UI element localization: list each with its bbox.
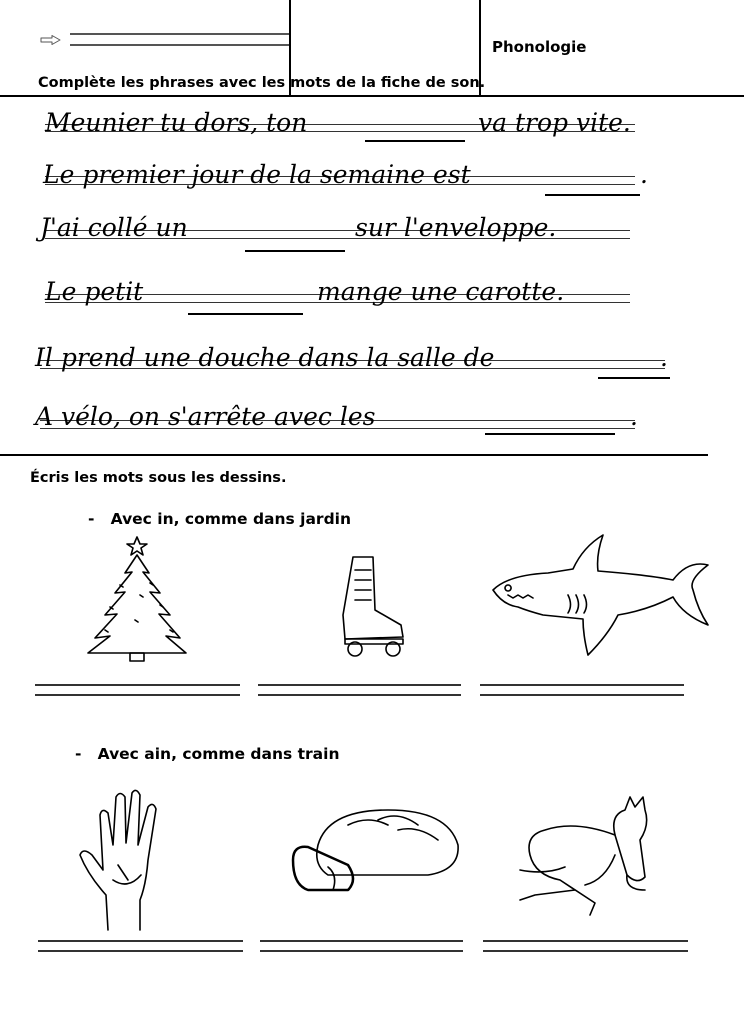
answer-blank[interactable] [188, 313, 303, 315]
hand-picture [78, 785, 173, 935]
group-in-label: - Avec in, comme dans jardin [88, 510, 352, 528]
sentence-text: sur l'enveloppe. [355, 213, 557, 242]
sentence-text: A vélo, on s'arrête avec les [35, 402, 376, 431]
outline-arrow-right-icon [40, 35, 62, 45]
sentence-text: . [660, 343, 668, 372]
sentence-text: Il prend une douche dans la salle de [35, 343, 495, 372]
name-line[interactable] [70, 44, 289, 46]
sentence-text: Le premier jour de la semaine est [43, 160, 471, 189]
section-divider [0, 454, 708, 456]
sentence-text: . [640, 160, 648, 189]
bread-picture [288, 805, 463, 895]
christmas-tree-picture [80, 535, 195, 665]
sentence-text: va trop vite. [478, 108, 631, 137]
answer-blank[interactable] [485, 433, 615, 435]
exercise1-instruction: Complète les phrases avec les mots de la fiche de son. [38, 75, 486, 91]
sentence-text: J'ai collé un [40, 213, 188, 242]
sentence-text: . [630, 402, 638, 431]
answer-blank[interactable] [365, 140, 465, 142]
foal-picture [515, 795, 665, 920]
exercise2-instruction: Écris les mots sous les dessins. [30, 470, 287, 486]
name-line[interactable] [70, 33, 289, 35]
answer-blank[interactable] [598, 377, 670, 379]
shark-picture [488, 535, 713, 660]
answer-blank[interactable] [245, 250, 345, 252]
sentence-text: Meunier tu dors, ton [45, 108, 308, 137]
header-bottom-rule [0, 95, 744, 97]
answer-blank[interactable] [545, 194, 640, 196]
subject-label: Phonologie [492, 38, 587, 56]
roller-skate-picture [333, 555, 408, 660]
group-ain-label: - Avec ain, comme dans train [75, 745, 340, 763]
sentence-text: mange une carotte. [317, 277, 565, 306]
sentence-text: Le petit [45, 277, 144, 306]
